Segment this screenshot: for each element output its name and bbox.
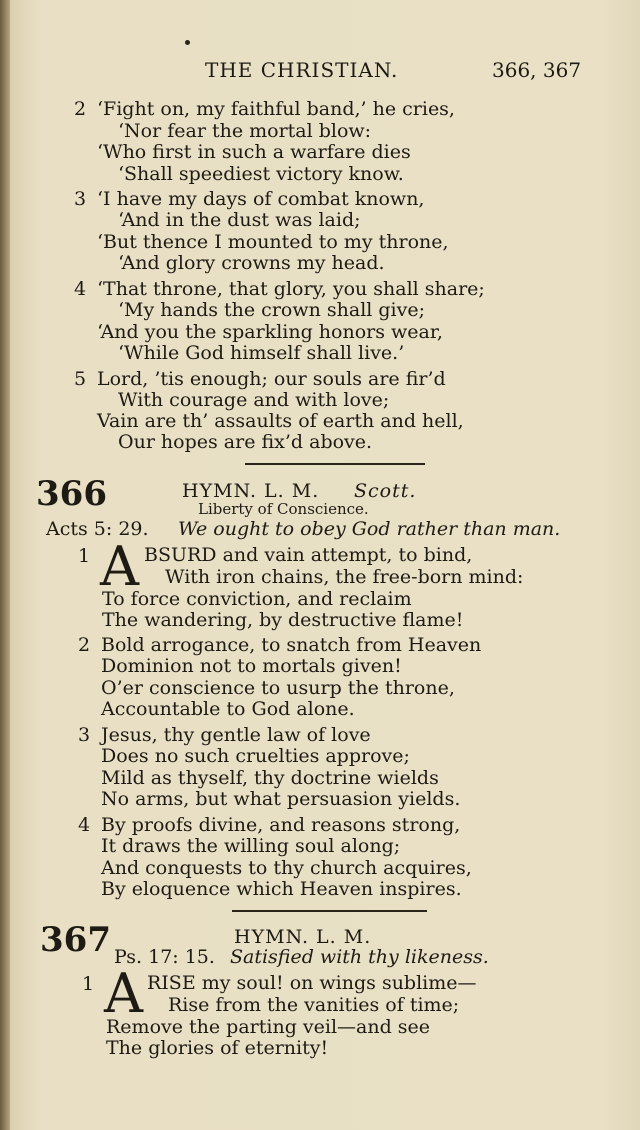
verse-number: 1: [78, 545, 91, 567]
verse-line: Accountable to God alone.: [101, 698, 355, 720]
verse-number: 3: [74, 188, 87, 210]
verse-line: No arms, but what persuasion yields.: [101, 788, 461, 810]
verse-line: O’er conscience to usurp the throne,: [101, 677, 455, 699]
verse-line: BSURD and vain attempt, to bind,: [144, 544, 473, 566]
drop-cap: A: [104, 962, 143, 1025]
verse-line: ‘While God himself shall live.’: [118, 342, 405, 364]
verse-line: To force conviction, and reclaim: [102, 588, 412, 610]
verse-line: Remove the parting veil—and see: [106, 1016, 431, 1038]
verse-number: 4: [74, 278, 87, 300]
verse-number: 2: [78, 634, 91, 656]
verse-line: ‘And you the sparkling honors wear,: [97, 321, 443, 343]
verse-line: The glories of eternity!: [106, 1037, 329, 1059]
hymn-subtitle: Liberty of Conscience.: [198, 500, 369, 518]
book-spine-edge: [0, 0, 10, 1130]
verse-number: 1: [82, 973, 95, 995]
hymn-number: 366: [36, 474, 107, 514]
verse-line: ‘That throne, that glory, you shall share;: [97, 278, 485, 300]
scripture-text: We ought to obey God rather than man.: [178, 518, 561, 540]
section-divider: [245, 463, 425, 465]
verse-line: With courage and with love;: [118, 389, 390, 411]
hymn-number: 367: [40, 920, 111, 960]
verse-line: Our hopes are fix’d above.: [118, 431, 373, 453]
verse-line: The wandering, by destructive flame!: [102, 609, 464, 631]
verse-line: ‘Nor fear the mortal blow:: [118, 120, 372, 142]
verse-line: Mild as thyself, thy doctrine wields: [101, 767, 439, 789]
scripture-reference: Ps. 17: 15.: [114, 946, 215, 968]
verse-line: With iron chains, the free-born mind:: [165, 566, 524, 588]
verse-number: 4: [78, 814, 91, 836]
verse-line: By eloquence which Heaven inspires.: [101, 878, 462, 900]
verse-line: And conquests to thy church acquires,: [101, 857, 472, 879]
verse-line: Rise from the vanities of time;: [168, 994, 460, 1016]
verse-line: Dominion not to mortals given!: [101, 655, 402, 677]
verse-line: ‘I have my days of combat known,: [97, 188, 425, 210]
running-header-title: THE CHRISTIAN.: [205, 58, 399, 82]
section-divider: [232, 910, 427, 912]
verse-number: 5: [74, 368, 87, 390]
scripture-reference: Acts 5: 29.: [46, 518, 149, 540]
running-header-page-numbers: 366, 367: [492, 58, 582, 82]
verse-line: Bold arrogance, to snatch from Heaven: [101, 634, 482, 656]
verse-line: ‘And in the dust was laid;: [118, 209, 361, 231]
verse-line: ‘And glory crowns my head.: [118, 252, 385, 274]
drop-cap: A: [100, 535, 139, 598]
hymn-author: Scott.: [354, 480, 417, 502]
ink-dot: [185, 40, 190, 45]
verse-line: ‘My hands the crown shall give;: [118, 299, 426, 321]
verse-number: 2: [74, 98, 87, 120]
verse-line: ‘But thence I mounted to my throne,: [97, 231, 449, 253]
verse-line: Does no such cruelties approve;: [101, 745, 410, 767]
verse-number: 3: [78, 724, 91, 746]
hymn-heading: HYMN. L. M.: [182, 480, 320, 502]
verse-line: Jesus, thy gentle law of love: [101, 724, 371, 746]
verse-line: ‘Shall speediest victory know.: [118, 163, 404, 185]
hymn-heading: HYMN. L. M.: [234, 926, 372, 948]
scripture-text: Satisfied with thy likeness.: [230, 946, 489, 968]
verse-line: By proofs divine, and reasons strong,: [101, 814, 461, 836]
verse-line: Vain are th’ assaults of earth and hell,: [97, 410, 464, 432]
verse-line: ‘Who first in such a warfare dies: [97, 141, 411, 163]
verse-line: RISE my soul! on wings sublime—: [147, 972, 477, 994]
verse-line: Lord, ’tis enough; our souls are fir’d: [97, 368, 446, 390]
verse-line: It draws the willing soul along;: [101, 835, 401, 857]
verse-line: ‘Fight on, my faithful band,’ he cries,: [97, 98, 455, 120]
